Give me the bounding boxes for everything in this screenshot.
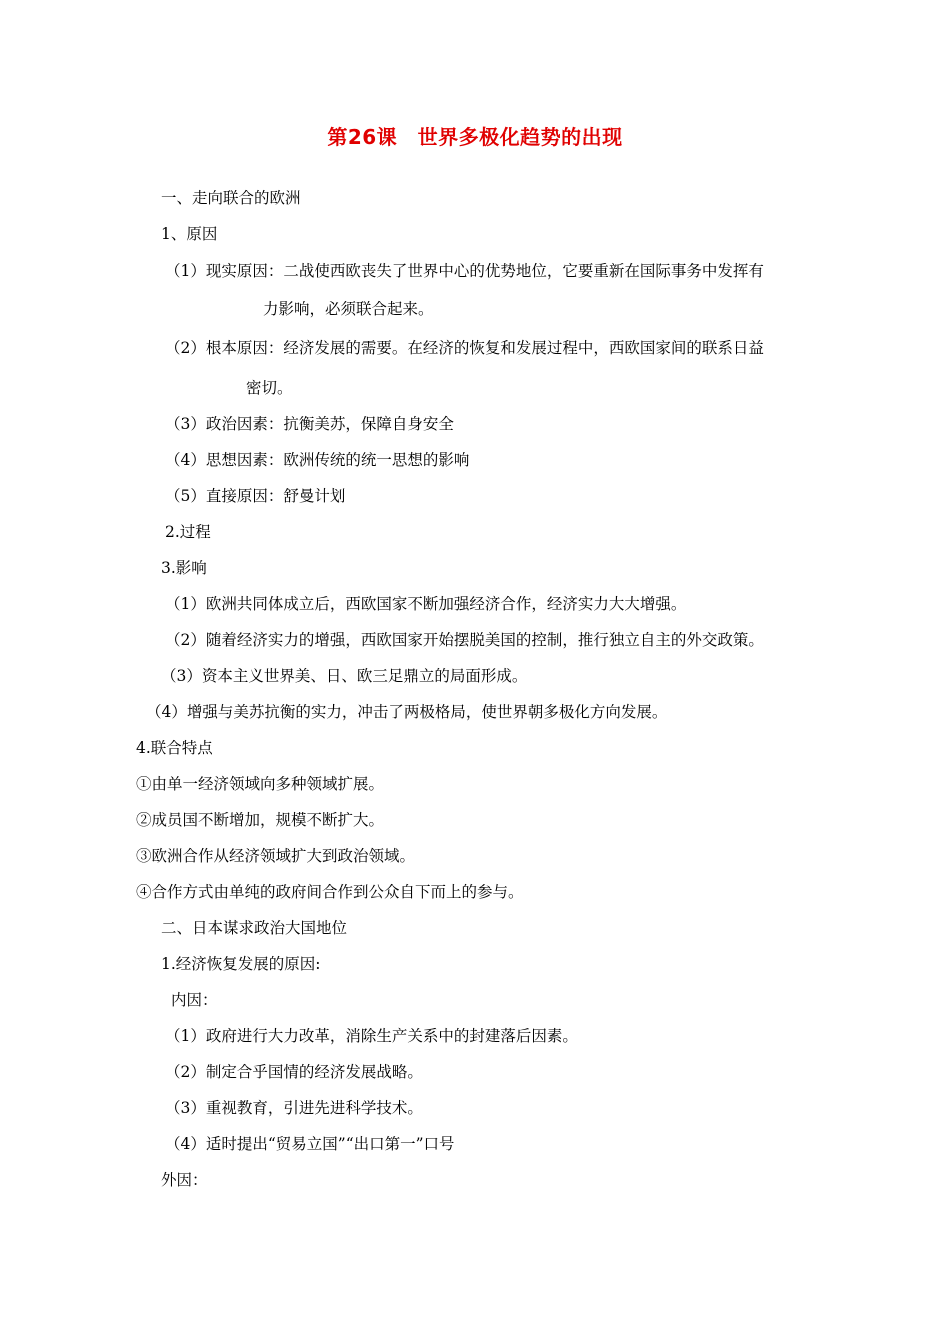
subheading-impact: 3.影响 xyxy=(161,559,207,577)
section-heading-japan: 二、日本谋求政治大国地位 xyxy=(161,919,348,937)
section-heading-europe: 一、走向联合的欧洲 xyxy=(161,189,301,207)
reason-item-1-continued: 力影响，必须联合起来。 xyxy=(263,300,434,318)
internal-cause-item-1: （1）政府进行大力改革，消除生产关系中的封建落后因素。 xyxy=(165,1027,578,1045)
feature-item-2: ②成员国不断增加，规模不断扩大。 xyxy=(136,811,385,829)
impact-item-4: （4）增强与美苏抗衡的实力，冲击了两极格局，使世界朝多极化方向发展。 xyxy=(146,703,668,721)
feature-item-3: ③欧洲合作从经济领域扩大到政治领域。 xyxy=(136,847,416,865)
impact-item-2: （2）随着经济实力的增强，西欧国家开始摆脱美国的控制，推行独立自主的外交政策。 xyxy=(165,631,764,649)
subheading-economic-recovery: 1.经济恢复发展的原因: xyxy=(161,955,321,973)
subheading-features: 4.联合特点 xyxy=(136,739,213,757)
internal-cause-item-2: （2）制定合乎国情的经济发展战略。 xyxy=(165,1063,423,1081)
subheading-process: 2.过程 xyxy=(165,523,211,541)
subheading-reasons: 1、原因 xyxy=(161,225,218,243)
impact-item-3: （3）资本主义世界美、日、欧三足鼎立的局面形成。 xyxy=(161,667,528,685)
reason-item-1: （1）现实原因：二战使西欧丧失了世界中心的优势地位，它要重新在国际事务中发挥有 xyxy=(165,262,764,280)
page-title: 第26课 世界多极化趋势的出现 xyxy=(327,125,623,149)
internal-cause-item-4: （4）适时提出“贸易立国”“出口第一”口号 xyxy=(165,1135,455,1153)
internal-causes-label: 内因： xyxy=(171,991,218,1009)
external-causes-label: 外因： xyxy=(161,1171,208,1189)
feature-item-4: ④合作方式由单纯的政府间合作到公众自下而上的参与。 xyxy=(136,883,524,901)
reason-item-2: （2）根本原因：经济发展的需要。在经济的恢复和发展过程中，西欧国家间的联系日益 xyxy=(165,339,764,357)
reason-item-3: （3）政治因素：抗衡美苏，保障自身安全 xyxy=(165,415,454,433)
feature-item-1: ①由单一经济领域向多种领域扩展。 xyxy=(136,775,385,793)
reason-item-4: （4）思想因素：欧洲传统的统一思想的影响 xyxy=(165,451,470,469)
reason-item-2-continued: 密切。 xyxy=(246,379,293,397)
impact-item-1: （1）欧洲共同体成立后，西欧国家不断加强经济合作，经济实力大大增强。 xyxy=(165,595,687,613)
internal-cause-item-3: （3）重视教育，引进先进科学技术。 xyxy=(165,1099,423,1117)
reason-item-5: （5）直接原因：舒曼计划 xyxy=(165,487,346,505)
